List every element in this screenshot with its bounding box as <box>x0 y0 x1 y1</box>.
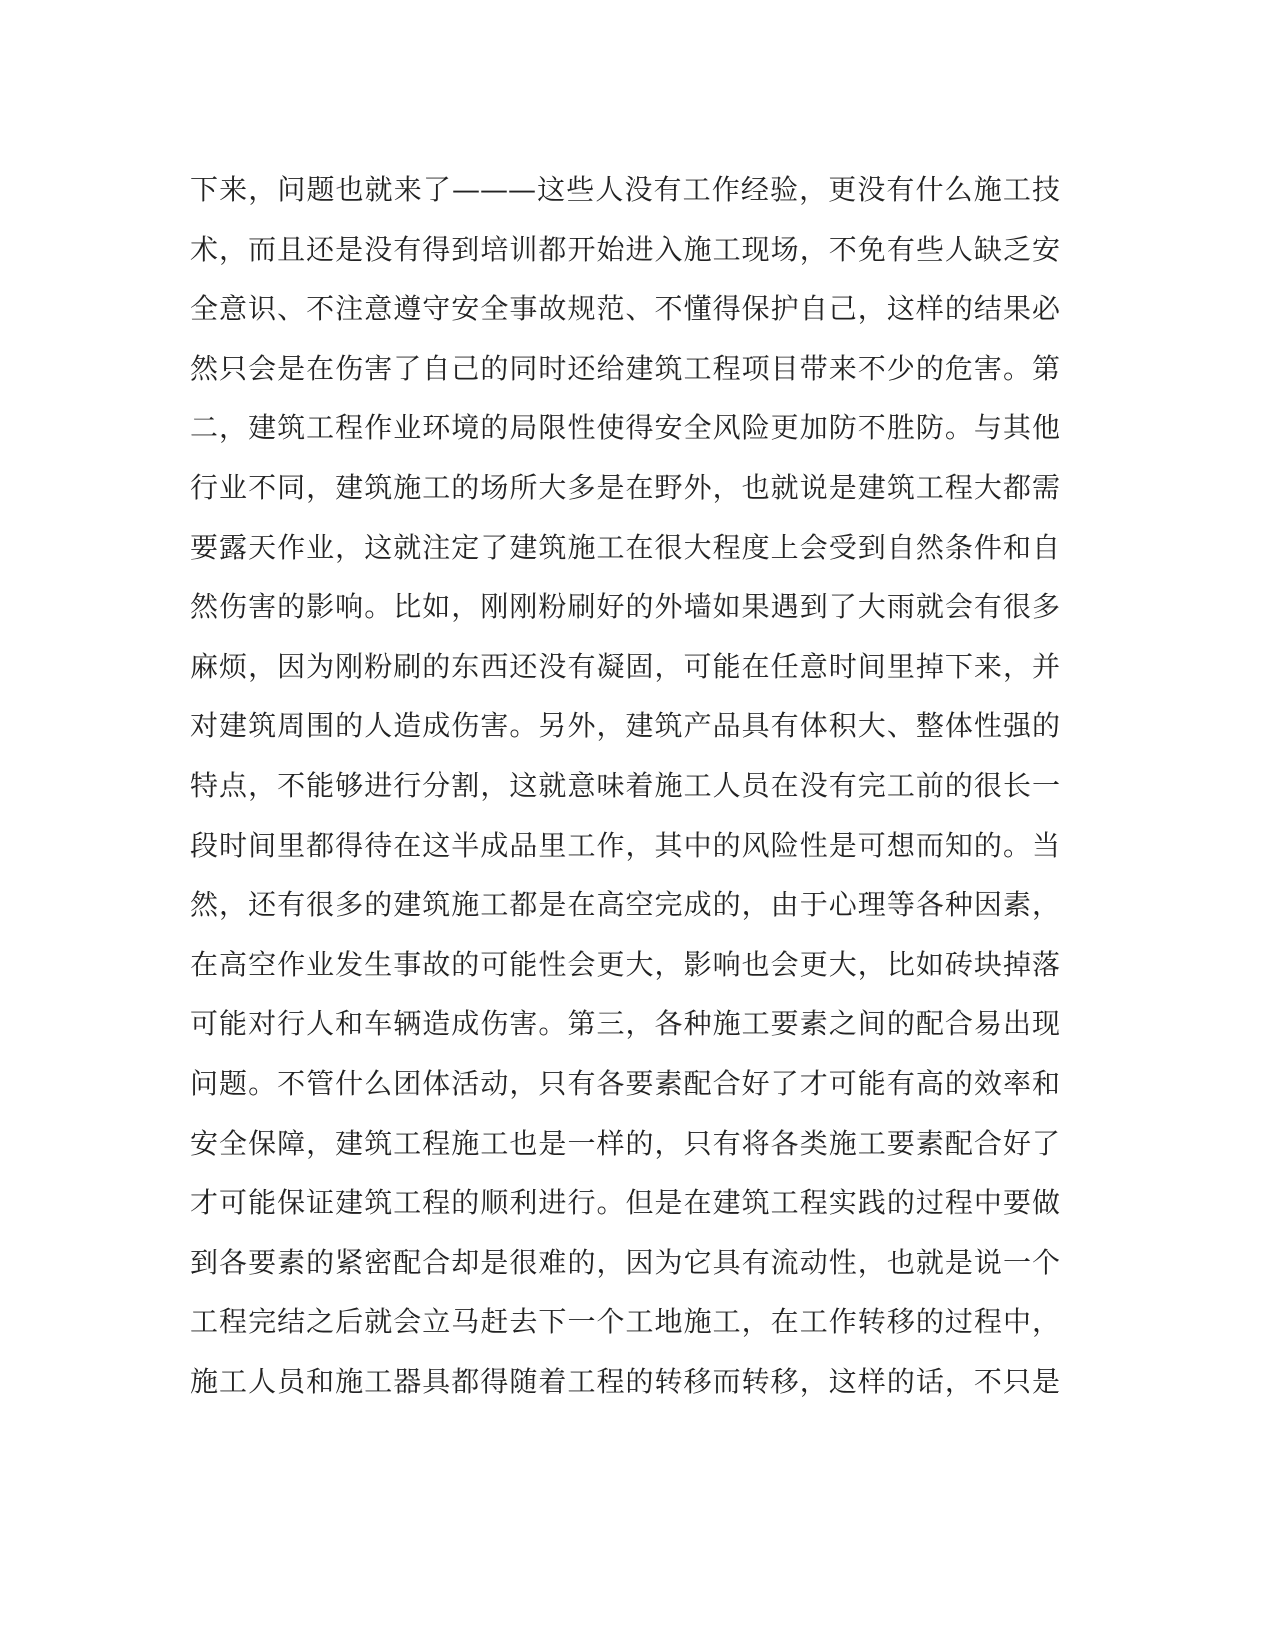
text-line: 术，而且还是没有得到培训都开始进入施工现场，不免有些人缺乏安 <box>190 232 1060 266</box>
text-line: 要露天作业，这就注定了建筑施工在很大程度上会受到自然条件和自 <box>190 530 1060 564</box>
text-line: 全意识、不注意遵守安全事故规范、不懂得保护自己，这样的结果必 <box>190 292 1060 326</box>
text-line: 然，还有很多的建筑施工都是在高空完成的，由于心理等各种因素， <box>190 888 1060 922</box>
text-line: 安全保障，建筑工程施工也是一样的，只有将各类施工要素配合好了 <box>190 1126 1060 1160</box>
text-line: 二，建筑工程作业环境的局限性使得安全风险更加防不胜防。与其他 <box>190 411 1060 445</box>
text-line: 行业不同，建筑施工的场所大多是在野外，也就说是建筑工程大都需 <box>190 470 1060 504</box>
text-line: 到各要素的紧密配合却是很难的，因为它具有流动性，也就是说一个 <box>190 1245 1060 1279</box>
text-line: 下来，问题也就来了———这些人没有工作经验，更没有什么施工技 <box>190 173 1060 206</box>
text-line: 段时间里都得待在这半成品里工作，其中的风险性是可想而知的。当 <box>190 828 1060 862</box>
body-text <box>190 160 1060 1411</box>
text-line: 施工人员和施工器具都得随着工程的转移而转移，这样的话，不只是 <box>190 1364 1060 1398</box>
text-line: 可能对行人和车辆造成伤害。第三，各种施工要素之间的配合易出现 <box>190 1007 1060 1041</box>
text-line: 然伤害的影响。比如，刚刚粉刷好的外墙如果遇到了大雨就会有很多 <box>190 590 1060 624</box>
text-line: 特点，不能够进行分割，这就意味着施工人员在没有完工前的很长一 <box>190 768 1060 802</box>
text-line: 在高空作业发生事故的可能性会更大，影响也会更大，比如砖块掉落 <box>190 947 1060 981</box>
text-line: 麻烦，因为刚粉刷的东西还没有凝固，可能在任意时间里掉下来，并 <box>190 649 1060 683</box>
text-line: 对建筑周围的人造成伤害。另外，建筑产品具有体积大、整体性强的 <box>190 709 1060 743</box>
text-line: 问题。不管什么团体活动，只有各要素配合好了才可能有高的效率和 <box>190 1066 1060 1100</box>
text-line: 才可能保证建筑工程的顺利进行。但是在建筑工程实践的过程中要做 <box>190 1186 1060 1220</box>
text-line: 然只会是在伤害了自己的同时还给建筑工程项目带来不少的危害。第 <box>190 351 1060 385</box>
text-line: 工程完结之后就会立马赶去下一个工地施工，在工作转移的过程中， <box>190 1305 1060 1339</box>
